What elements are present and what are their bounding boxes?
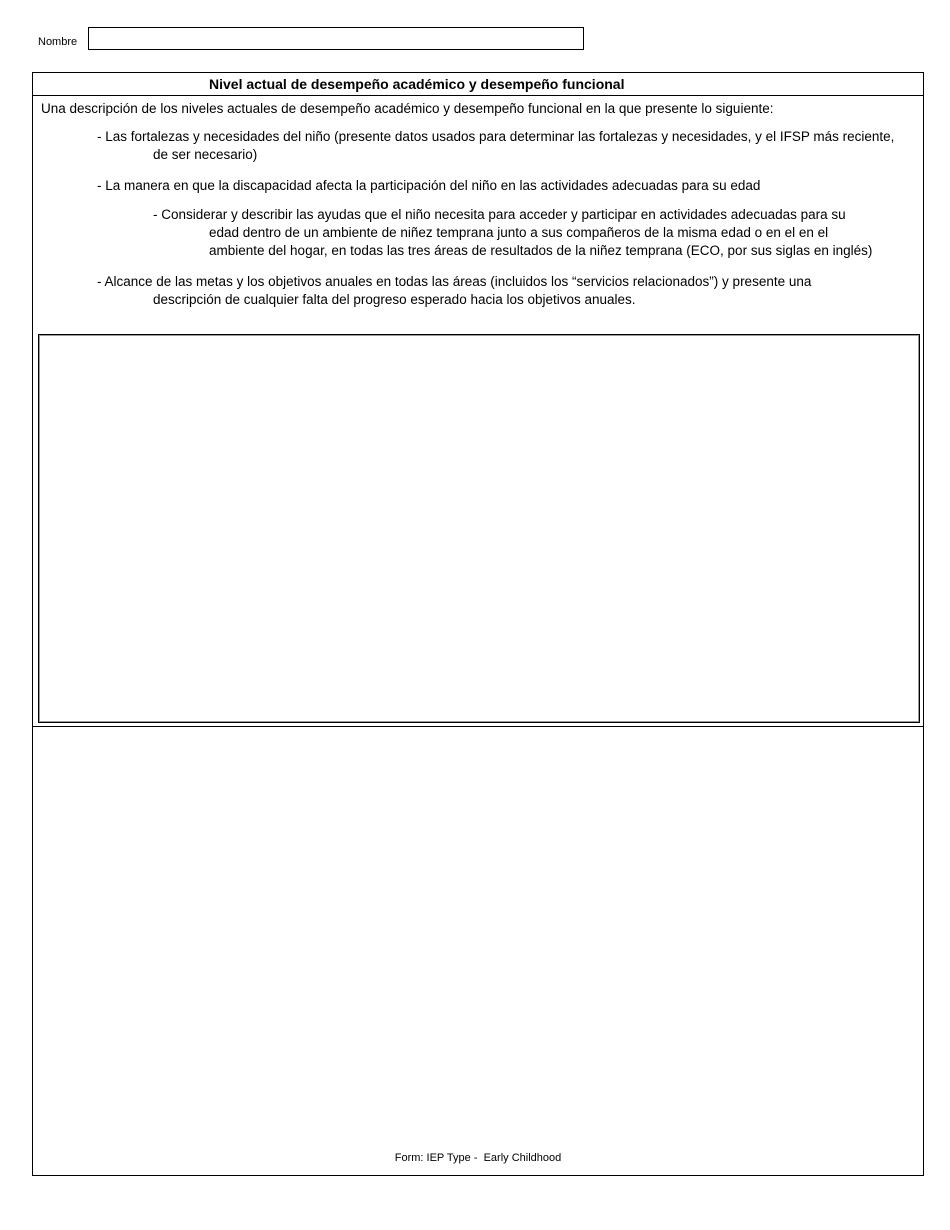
section-divider <box>33 726 923 727</box>
list-item-disability-impact <box>97 177 760 195</box>
list-item-line: descripción de cualquier falta del progreso esperado hacia los objetivos anuales. <box>153 292 636 307</box>
name-label: Nombre <box>38 36 78 48</box>
performance-description-input[interactable] <box>38 334 920 723</box>
list-item-line: - La manera en que la discapacidad afecta la participación del niño en las actividades adecuadas para su edad <box>97 178 761 193</box>
list-item-strengths <box>97 128 894 164</box>
form-footer: Form: IEP Type - Early Childhood <box>394 1152 562 1164</box>
section-title: Nivel actual de desempeño académico y desempeño funcional <box>209 76 625 92</box>
list-item-line: - Las fortalezas y necesidades del niño (presente datos usados para determinar las fortalezas y necesidades, y el IFSP más reciente, <box>97 129 895 144</box>
name-field[interactable] <box>88 27 584 50</box>
list-item-line: de ser necesario) <box>153 147 258 162</box>
list-item-line: edad dentro de un ambiente de niñez temprana junto a sus compañeros de la misma edad o en el en el <box>209 225 829 240</box>
list-item-line: - Alcance de las metas y los objetivos anuales en todas las áreas (incluidos los “servicios relacionados”) y presente una <box>97 274 812 289</box>
list-item-line: - Considerar y describir las ayudas que el niño necesita para acceder y participar en actividades adecuadas para su <box>153 207 846 222</box>
list-item-line: ambiente del hogar, en todas las tres áreas de resultados de la niñez temprana (ECO, por sus siglas en inglés) <box>209 243 873 258</box>
list-item-goals-progress <box>97 273 811 309</box>
form-section <box>32 72 924 1176</box>
section-title-row <box>33 73 923 96</box>
list-item-supports <box>153 206 872 260</box>
section-intro: Una descripción de los niveles actuales de desempeño académico y desempeño funcional en la que presente lo siguiente: <box>41 101 774 116</box>
